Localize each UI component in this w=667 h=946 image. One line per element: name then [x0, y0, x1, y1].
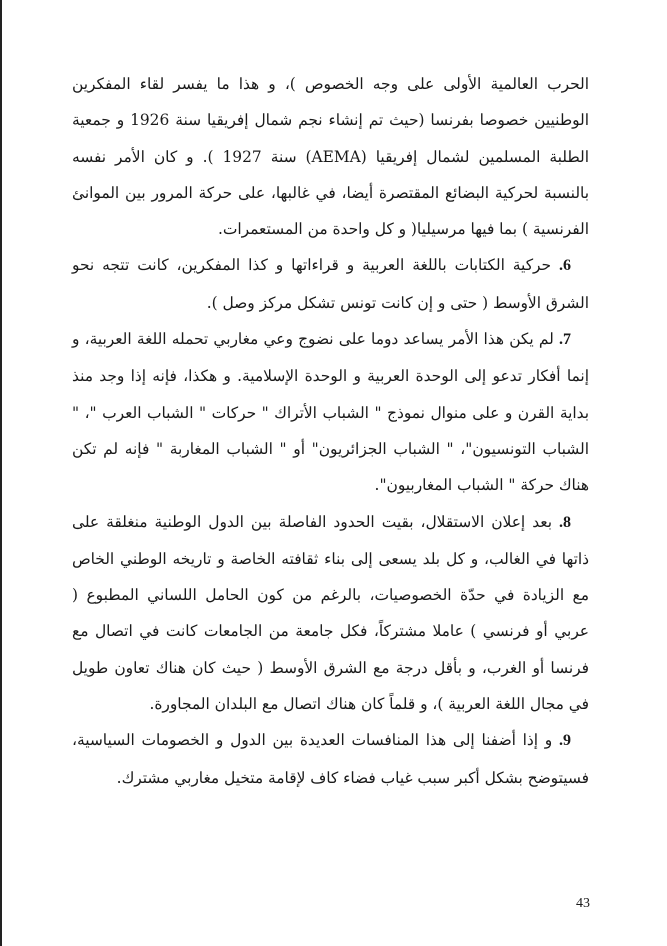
paragraph-text: بعد إعلان الاستقلال، بقيت الحدود الفاصلة بين الدول الوطنية منغلقة على ذاتها في الغالب، و كل بلد يسعى إلى بناء ثقافته الخاصة و تاريخه الوطني الخاص مع الزيادة في حدّة الخصوصيات، بالرغم من كون الحامل اللساني المطبوع ( عربي أو فرنسي ) عاملا مشتركاً، فكل جامعة من الجامعات كانت في اتصال مع فرنسا أو الغرب، و بأقل درجة مع الشرق الأوسط ( حيث كان هناك تعاون طويل في مجال اللغة العربية )، و قلماً كان هناك اتصال مع البلدان المجاورة.: [72, 512, 589, 714]
paragraph-text: و إذا أضفنا إلى هذا المنافسات العديدة بين الدول و الخصومات السياسية، فسيتوضح بشكل أكبر سبب غياب فضاء كاف لإقامة متخيل مغاربي مشترك.: [72, 731, 589, 787]
paragraph-continued: [72, 66, 589, 247]
paragraph-number: 9.: [558, 732, 571, 750]
paragraph-text: لم يكن هذا الأمر يساعد دوما على نضوج وعي مغاربي تحمله اللغة العربية، و إنما أفكار تدعو إلى الوحدة العربية و الوحدة الإسلامية. و هكذا، فإنه إذا وجد منذ بداية القرن و على منوال نموذج " الشباب الأتراك " حركات " الشباب العرب "، " الشباب التونسيون"، " الشباب الجزائريون" أو " الشباب المغاربة " فإنه لم تكن هناك حركة " الشباب المغاربيون".: [72, 330, 589, 495]
paragraph-text: حركية الكتابات باللغة العربية و قراءاتها و كذا المفكرين، كانت تتجه نحو الشرق الأوسط ( حتى و إن كانت تونس تشكل مركز وصل ).: [72, 256, 589, 312]
paragraph-6: [72, 247, 589, 321]
paragraph-9: [72, 722, 589, 796]
paragraph-number: 7.: [559, 331, 571, 349]
paragraph-8: [72, 504, 589, 723]
page-number: 43: [576, 896, 590, 911]
paragraph-number: 8.: [559, 513, 571, 531]
paragraph-7: [72, 321, 589, 503]
paragraph-text: الحرب العالمية الأولى على وجه الخصوص )، و هذا ما يفسر لقاء المفكرين الوطنيين خصوصا بفرنسا (حيث تم إنشاء نجم شمال إفريقيا سنة 1926 و جمعية الطلبة المسلمين لشمال إفريقيا (AEMA) سنة 1927 ). و كان الأمر نفسه بالنسبة لحركية البضائع المقتصرة أيضا، في غالبها، على حركة المرور بين الموانئ الفرنسية ) بما فيها مرسيليا( و كل واحدة من المستعمرات.: [72, 75, 589, 239]
paragraph-number: 6.: [559, 257, 571, 275]
body-text: [72, 66, 589, 796]
